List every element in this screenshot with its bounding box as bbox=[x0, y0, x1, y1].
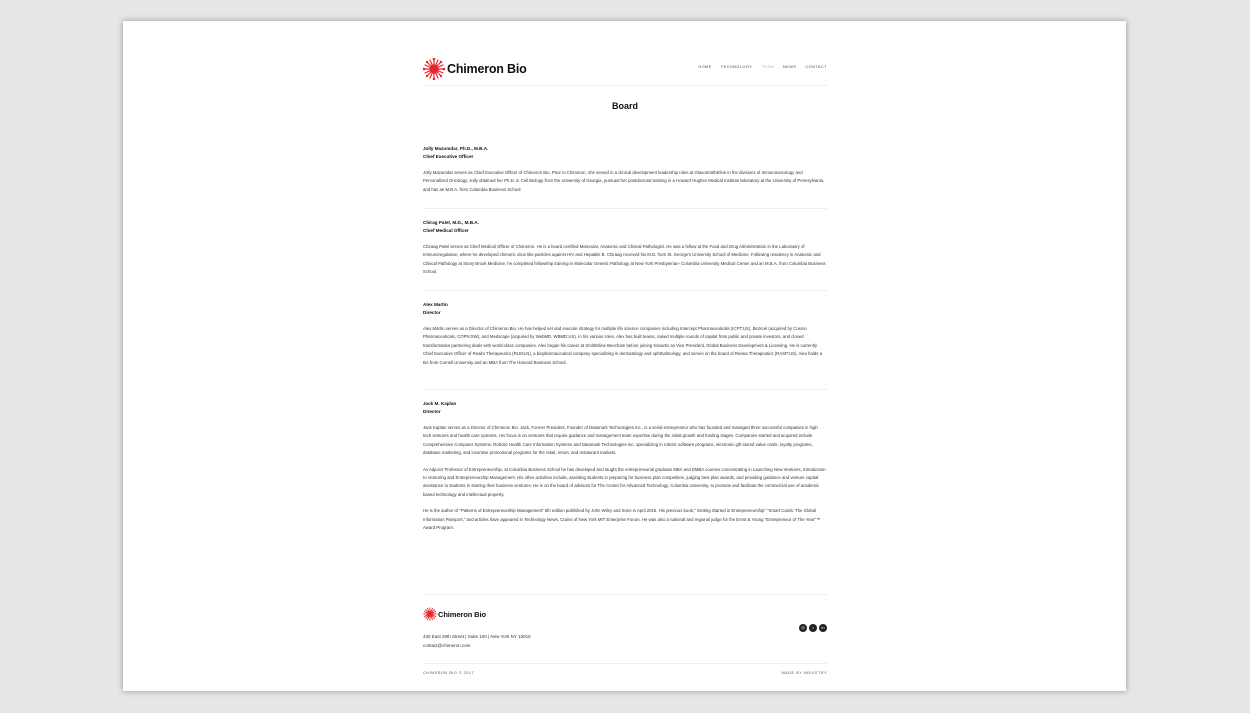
member-name: Jolly Mazumdar, Ph.D., M.B.A. bbox=[423, 146, 489, 151]
member-divider bbox=[423, 389, 827, 390]
member-bio-paragraph: Chiraag Patel serves as Chief Medical Officer of Chimeron. He is a board certified Molecular, Anatomic and Clinical Pathologist. He was a fellow at the Food and Drug Administration in the Laboratory of Immunoregulation, where he developed chimeric virus like particles against HIV and Hepatitis B. Chiraag received his M.D. from St. George's University School of Medicine. Following residency in Anatomic and Clinical Pathology at Stony Brook Medicine, he completed fellowship training in Molecular Genetic Pathology at New York Presbyterian- Columbia University Medical Center and an M.B.A. from Columbia Business School. bbox=[423, 244, 826, 275]
footer-address: 430 East 29th Street | Suite 100 | New York NY 10016 bbox=[423, 634, 531, 639]
chimeron-logo-icon bbox=[423, 607, 437, 621]
twitter-icon[interactable]: t bbox=[809, 624, 817, 632]
member-bio bbox=[423, 325, 827, 367]
copyright: CHIMERON BIO © 2017 bbox=[423, 671, 475, 675]
member-bio-paragraph: Jack Kaplan serves as a Director of Chimeron Bio. Jack, Former President, Founder of Datamark Technologies Inc., is a serial entrepreneur who has founded and managed three successful companies in high tech ventures and health care systems. His focus is on ventures that require guidance and management team expertise during the initial growth and funding stages. Companies started and acquired include Comprehensive Computer Systems, Robotic Health Care Information Systems and Datamark Technologies Inc. specializing in robotic software programs, electronic gift stored value cards, loyalty programs, database marketing, and incentive promotional programs for the retail, resort, and restaurant markets. bbox=[423, 425, 818, 456]
main-nav bbox=[698, 65, 827, 69]
header-divider bbox=[423, 85, 827, 86]
member-bio-paragraph: Jolly Mazumdar serves as Chief Executive Officer of Chimeron Bio. Prior to Chimeron, she served in a clinical development leadership roles at GlaxoSmithKline in the divisions of Immunooncology and Personalized Oncology. Jolly obtained her Ph.D. in Cell Biology from the University of Georgia, pursued her postdoctoral training in a Howard Hughes Medical Institute laboratory at the University of Pennsylvania, and has an M.B.A. from Columbia Business School. bbox=[423, 170, 825, 192]
member-name: Jack M. Kaplan bbox=[423, 401, 457, 406]
member-bio bbox=[423, 169, 827, 194]
page-canvas bbox=[123, 21, 1126, 691]
member-role: Director bbox=[423, 310, 441, 315]
logo[interactable] bbox=[423, 57, 527, 81]
member-role: Chief Executive Officer bbox=[423, 154, 474, 159]
social-links bbox=[799, 624, 827, 632]
member-bio-paragraph: As Adjunct Professor of Entrepreneurship, at Columbia Business School he has developed and taught the entrepreneurial graduate MBA and EMBA courses concentrating in Launching New Ventures, Introduction to Venturing and Entrepreneurship Management. His other activities include, assisting students in preparing for business plan competition, judging best plan awards, and providing guidance and venture capital assistance to students in starting their business ventures. He is on the board of advisors for The Center for Advanced Technology, Columbia University, to promote and facilitate the commercial use of academic based technology and intellectual property. bbox=[423, 466, 826, 497]
footer-bottom-divider bbox=[423, 663, 827, 664]
board-member bbox=[423, 219, 827, 277]
made-by-link[interactable]: MADE BY INDUSTRY bbox=[781, 671, 827, 675]
nav-home[interactable]: HOME bbox=[698, 65, 712, 69]
nav-team[interactable]: TEAM bbox=[761, 65, 775, 69]
member-role: Director bbox=[423, 409, 441, 414]
member-bio bbox=[423, 243, 827, 277]
site-header bbox=[423, 57, 827, 85]
footer-logo[interactable] bbox=[423, 607, 486, 621]
footer-email[interactable]: contact@chimeron.com bbox=[423, 643, 471, 648]
nav-news[interactable]: NEWS bbox=[783, 65, 797, 69]
nav-contact[interactable]: CONTACT bbox=[805, 65, 827, 69]
nav-technology[interactable]: TECHNOLOGY bbox=[720, 65, 753, 69]
instagram-icon[interactable]: ◎ bbox=[799, 624, 807, 632]
chimeron-logo-icon bbox=[423, 58, 445, 80]
board-member bbox=[423, 400, 827, 532]
member-name: Alex Martin bbox=[423, 302, 448, 307]
member-bio-paragraph: He is the author of "Patterns of Entrepreneurship Management" 5th edition published by John Wiley and Sons in April 2016. His previous book," Getting Started in Entrepreneurship" "Smart Cards: The Global Information Passport," and articles have appeared in Technology News, Crains of New York MIT Enterprise Forum. He was also a national and regional judge for the Ernst & Young "Entrepreneur of The Year"™ Award Program. bbox=[423, 508, 821, 531]
member-role: Chief Medical Officer bbox=[423, 228, 469, 233]
logo-text: Chimeron Bio bbox=[447, 62, 527, 76]
member-divider bbox=[423, 290, 827, 291]
member-name: Chirag Patel, M.D., M.B.A. bbox=[423, 220, 479, 225]
member-divider bbox=[423, 208, 827, 209]
page-title: Board bbox=[611, 101, 638, 111]
member-bio-paragraph: Alex Martin serves as a Director of Chimeron Bio. He has helped set and execute strategy for multiple life science companies including Intercept Pharmaceuticals (ICPT:US), BioXcel (acquired by Cosmo Pharmaceuticals, COPN:SW), and Medscape (acquired by WebMD, WBMD:US). In his various roles, Alex has built teams, raised multiple rounds of capital from public and private investors, and closed transformative partnering deals with world-class companies. Alex began his career at SmithKline Beecham before joining Novartis as Vice President, Global Business Development & Licensing. He is currently Chief Executive Officer of Realm Therapeutics (RLM:LN), a biopharmaceutical company specializing in dermatology and ophthalmology, and serves on the board of Reana Therapeutics (RASP:US). Alex holds a BA from Cornell University and an MBA from The Harvard Business School. bbox=[423, 326, 823, 365]
footer-divider bbox=[423, 594, 827, 595]
member-bio bbox=[423, 424, 827, 532]
footer-logo-text: Chimeron Bio bbox=[438, 609, 486, 619]
linkedin-icon[interactable]: in bbox=[819, 624, 827, 632]
board-member bbox=[423, 301, 827, 367]
board-member bbox=[423, 145, 827, 194]
